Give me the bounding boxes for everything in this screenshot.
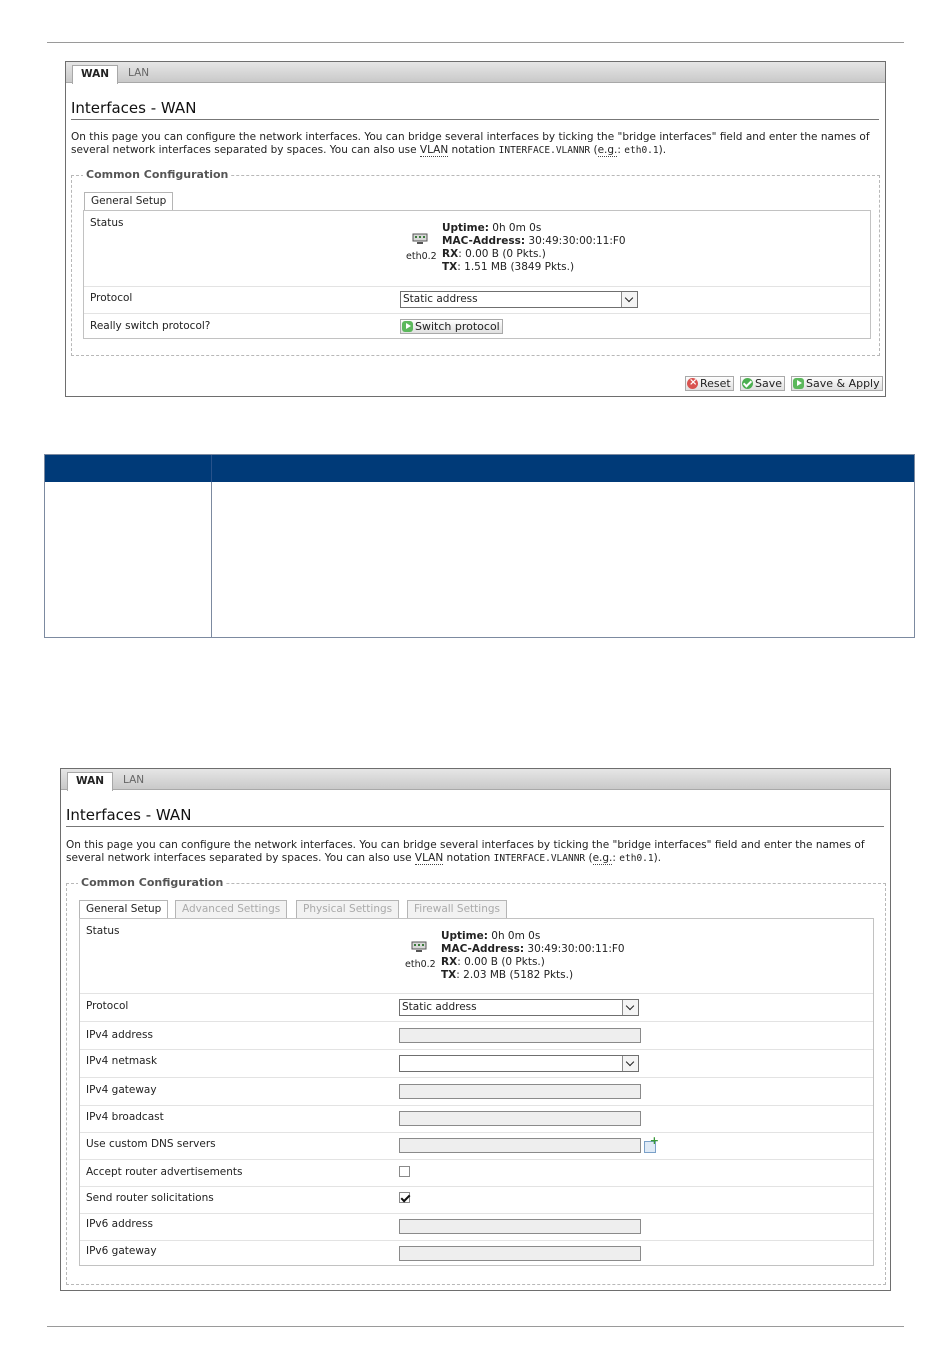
switch-protocol-label: Really switch protocol? [90, 320, 211, 332]
table-column-divider [211, 455, 212, 637]
tab-lan[interactable]: LAN [123, 774, 145, 786]
uptime-value: 0h 0m 0s [488, 222, 542, 234]
rx-value: : 0.00 B (0 Pkts.) [457, 956, 545, 968]
title-underline [71, 119, 879, 120]
tab-lan[interactable]: LAN [128, 67, 150, 79]
vlan-link[interactable]: VLAN [419, 144, 449, 156]
general-setup-panel [79, 918, 874, 1266]
notation-code: INTERFACE.VLANNR [493, 853, 586, 864]
rx-label: RX [442, 248, 459, 260]
uptime-label: Uptime: [441, 930, 488, 942]
eg-close: ). [653, 852, 662, 864]
ipv6-gateway-label: IPv6 gateway [86, 1245, 157, 1257]
mac-value: 30:49:30:00:11:F0 [524, 943, 625, 955]
general-setup-panel [83, 210, 871, 339]
page-title: Interfaces - WAN [71, 99, 197, 117]
ipv6-gateway-input[interactable] [399, 1246, 641, 1261]
interface-stats [442, 222, 626, 274]
send-rs-checkbox[interactable] [399, 1192, 410, 1203]
accept-ra-checkbox[interactable] [399, 1166, 410, 1177]
uptime-value: 0h 0m 0s [487, 930, 541, 942]
mac-label: MAC-Address: [442, 235, 526, 247]
eg-link[interactable]: e.g. [592, 852, 613, 864]
apply-icon [402, 321, 413, 332]
interface-stats [441, 930, 625, 982]
tab-firewall-settings[interactable]: Firewall Settings [407, 900, 507, 919]
parameter-table [44, 454, 915, 638]
switch-protocol-button-label: Switch protocol [415, 320, 500, 333]
ipv4-netmask-select[interactable] [399, 1055, 639, 1072]
save-apply-button-label: Save & Apply [806, 377, 880, 390]
ipv4-gateway-label: IPv4 gateway [86, 1084, 157, 1096]
ipv4-gateway-row [80, 1077, 873, 1105]
fieldset-legend: Common Configuration [78, 876, 226, 889]
mac-label: MAC-Address: [441, 943, 525, 955]
network-port-icon [411, 941, 427, 953]
page-description [71, 131, 881, 157]
ipv4-netmask-label: IPv4 netmask [86, 1055, 158, 1067]
send-rs-row [80, 1186, 873, 1213]
ipv4-broadcast-input[interactable] [399, 1111, 641, 1126]
eg-colon: : [617, 144, 625, 156]
save-button-label: Save [755, 377, 783, 390]
page-description [66, 839, 886, 865]
ipv4-broadcast-row [80, 1105, 873, 1132]
vlan-link[interactable]: VLAN [414, 852, 444, 864]
custom-dns-input[interactable] [399, 1138, 641, 1153]
ipv4-netmask-row [80, 1049, 873, 1077]
status-label: Status [86, 925, 120, 937]
tab-wan[interactable]: WAN [72, 65, 118, 84]
eg-colon: : [612, 852, 620, 864]
save-button[interactable] [740, 376, 785, 391]
tab-general-setup[interactable]: General Setup [79, 900, 168, 919]
tx-label: TX [442, 261, 458, 273]
mac-value: 30:49:30:00:11:F0 [525, 235, 626, 247]
top-tab-bar [61, 769, 890, 790]
tx-label: TX [441, 969, 457, 981]
status-row [84, 211, 870, 286]
save-check-icon [742, 378, 753, 389]
status-label: Status [90, 217, 124, 229]
ipv6-address-row [80, 1213, 873, 1240]
ipv4-gateway-input[interactable] [399, 1084, 641, 1099]
common-configuration-fieldset [71, 168, 880, 356]
device-name: eth0.2 [406, 251, 437, 262]
add-dns-icon[interactable] [644, 1141, 656, 1153]
protocol-label: Protocol [90, 292, 133, 304]
protocol-select[interactable] [399, 999, 639, 1016]
top-tab-bar [66, 62, 885, 83]
tab-general-setup[interactable]: General Setup [84, 192, 173, 211]
protocol-row [84, 286, 870, 313]
eg-code: eth0.1 [624, 145, 659, 156]
wan-interface-screenshot-1 [65, 61, 886, 397]
notation-word: notation [443, 852, 494, 864]
protocol-row [80, 993, 873, 1021]
send-rs-label: Send router solicitations [86, 1192, 214, 1204]
ipv6-address-input[interactable] [399, 1219, 641, 1234]
page-top-rule [47, 42, 904, 43]
description-text: On this page you can configure the network interfaces. You can bridge several interfaces by ticking the "bridge interfaces" field and enter the names of several network interfaces separated by spaces. You can also use [66, 839, 865, 864]
ipv4-broadcast-label: IPv4 broadcast [86, 1111, 164, 1123]
notation-word: notation [448, 144, 499, 156]
ipv4-address-label: IPv4 address [86, 1029, 153, 1041]
chevron-down-icon [622, 1056, 638, 1071]
rx-label: RX [441, 956, 458, 968]
fieldset-legend: Common Configuration [83, 168, 231, 181]
chevron-down-icon [622, 1000, 638, 1015]
device-name: eth0.2 [405, 959, 436, 970]
accept-ra-row [80, 1159, 873, 1186]
tab-wan[interactable]: WAN [67, 772, 113, 791]
uptime-label: Uptime: [442, 222, 489, 234]
protocol-select-value: Static address [403, 293, 478, 305]
eg-open: ( [590, 144, 598, 156]
chevron-down-icon [621, 292, 637, 307]
switch-protocol-row [84, 313, 870, 340]
notation-code: INTERFACE.VLANNR [498, 145, 591, 156]
switch-protocol-button[interactable] [400, 319, 503, 334]
protocol-label: Protocol [86, 1000, 129, 1012]
common-configuration-fieldset [66, 876, 886, 1285]
ipv6-address-label: IPv6 address [86, 1218, 153, 1230]
tab-physical-settings[interactable]: Physical Settings [296, 900, 399, 919]
protocol-select-value: Static address [402, 1001, 477, 1013]
page-bottom-rule [47, 1326, 904, 1327]
accept-ra-label: Accept router advertisements [86, 1166, 243, 1178]
eg-close: ). [658, 144, 667, 156]
custom-dns-label: Use custom DNS servers [86, 1138, 216, 1150]
rx-value: : 0.00 B (0 Pkts.) [458, 248, 546, 260]
tx-value: : 2.03 MB (5182 Pkts.) [456, 969, 574, 981]
tx-value: : 1.51 MB (3849 Pkts.) [457, 261, 575, 273]
title-underline [66, 826, 884, 827]
status-row [80, 919, 873, 993]
reset-icon [687, 378, 698, 389]
save-apply-button[interactable] [791, 376, 883, 391]
table-header-divider [211, 455, 212, 482]
reset-button-label: Reset [700, 377, 731, 390]
page-title: Interfaces - WAN [66, 806, 192, 824]
ipv4-address-input[interactable] [399, 1028, 641, 1043]
eg-open: ( [585, 852, 593, 864]
custom-dns-row [80, 1132, 873, 1159]
ipv4-address-row [80, 1021, 873, 1049]
ipv6-gateway-row [80, 1240, 873, 1267]
apply-icon [793, 378, 804, 389]
wan-interface-screenshot-2 [60, 768, 891, 1291]
eg-link[interactable]: e.g. [597, 144, 618, 156]
network-port-icon [412, 233, 428, 245]
reset-button[interactable] [685, 376, 734, 391]
eg-code: eth0.1 [619, 853, 654, 864]
table-header [45, 455, 914, 482]
tab-advanced-settings[interactable]: Advanced Settings [175, 900, 287, 919]
description-text: On this page you can configure the network interfaces. You can bridge several interfaces by ticking the "bridge interfaces" field and enter the names of several network interfaces separated by spaces. You can also use [71, 131, 870, 156]
protocol-select[interactable] [400, 291, 638, 308]
